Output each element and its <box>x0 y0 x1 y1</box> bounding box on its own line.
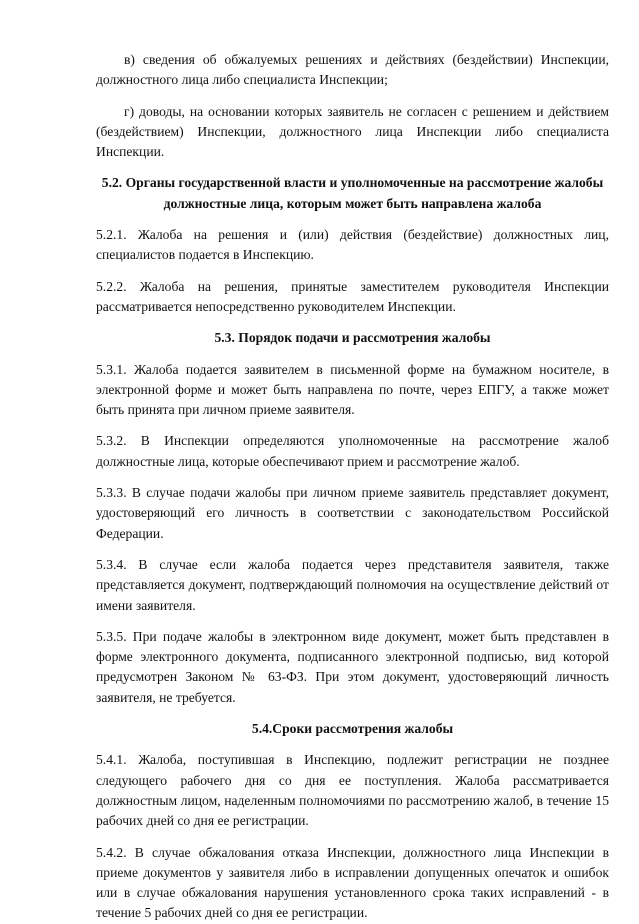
section-5-3-heading: 5.3. Порядок подачи и рассмотрения жалобы <box>214 330 491 346</box>
paragraph-5-3-5: 5.3.5. При подаче жалобы в электронном виде документ, может быть представлен в форме электронного документа, подписанного электронной подписью, вид которой предусмотрен Законом № 63-ФЗ. При этом документ, удостоверяющий личность заявителя, не требуется. <box>96 628 609 705</box>
paragraph-5-3-3: 5.3.3. В случае подачи жалобы при личном приеме заявитель представляет документ, удостоверяющий его личность в соответствии с законодательством Российской Федерации. <box>96 485 609 541</box>
paragraph-item-v: в) сведения об обжалуемых решениях и действиях (бездействии) Инспекции, должностного лица либо специалиста Инспекции; <box>96 52 609 88</box>
paragraph-5-4-2: 5.4.2. В случае обжалования отказа Инспекции, должностного лица Инспекции в приеме документов у заявителя либо в исправлении допущенных опечаток и ошибок или в случае обжалования нарушения установленного срока таких исправлений - в течение 5 рабочих дней со дня ее регистрации. <box>96 844 609 921</box>
section-5-4-heading: 5.4.Сроки рассмотрения жалобы <box>251 721 454 737</box>
section-5-2-heading: 5.2. Органы государственной власти и уполномоченные на рассмотрение жалобы должностные лица, которым может быть направлена жалоба <box>101 175 604 211</box>
paragraph-5-2-2: 5.2.2. Жалоба на решения, принятые заместителем руководителя Инспекции рассматривается непосредственно руководителем Инспекции. <box>96 278 609 314</box>
paragraph-5-3-2: 5.3.2. В Инспекции определяются уполномоченные на рассмотрение жалоб должностные лица, которые обеспечивают прием и рассмотрение жалоб. <box>96 433 609 469</box>
paragraph-5-2-1: 5.2.1. Жалоба на решения и (или) действия (бездействие) должностных лиц, специалистов подается в Инспекцию. <box>96 227 609 263</box>
paragraph-5-3-4: 5.3.4. В случае если жалоба подается через представителя заявителя, также представляется документ, подтверждающий полномочия на осуществление действий от имени заявителя. <box>96 556 609 613</box>
paragraph-5-3-1: 5.3.1. Жалоба подается заявителем в письменной форме на бумажном носителе, в электронной форме и может быть направлена по почте, через ЕПГУ, а также может быть принята при личном приеме заявителя. <box>96 361 609 418</box>
paragraph-item-g: г) доводы, на основании которых заявитель не согласен с решением и действием (бездействием) Инспекции, должностного лица Инспекции либо специалиста Инспекции. <box>96 103 609 160</box>
paragraph-5-4-1: 5.4.1. Жалоба, поступившая в Инспекцию, подлежит регистрации не позднее следующего рабочего дня со дня ее поступления. Жалоба рассматривается должностным лицом, наделенным полномочиями по рассмотрению жалоб, в течение 15 рабочих дней со дня ее регистрации. <box>96 752 609 829</box>
